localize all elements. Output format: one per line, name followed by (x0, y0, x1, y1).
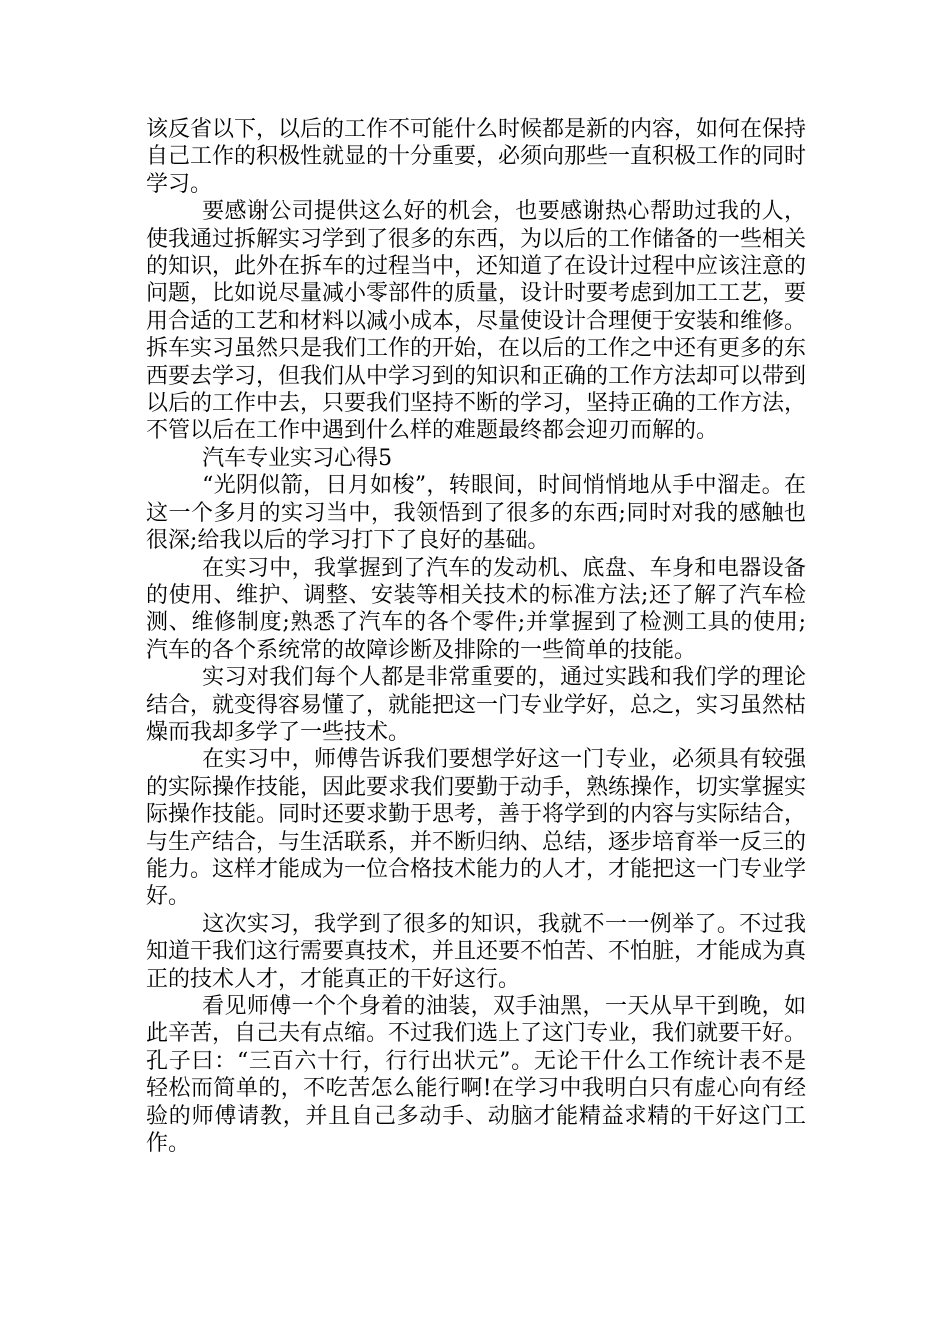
section-heading: 汽车专业实习心得5 (202, 445, 393, 471)
paragraph-master-advice: 在实习中，师傅告诉我们要想学好这一门专业，必须具有较强的实际操作技能，因此要求我们要勤于动手，熟练操作，切实掌握实际操作技能。同时还要求勤于思考，善于将学到的内容与实际结合，与生产结合，与生活联系，并不断归纳、总结，逐步培育举一反三的能力。这样才能成为一位合格技术能力的人才，才能把这一门专业学好。 (146, 747, 807, 910)
paragraph-importance: 实习对我们每个人都是非常重要的，通过实践和我们学的理论结合，就变得容易懂了，就能把这一门专业学好，总之，实习虽然枯燥而我却多学了一些技术。 (146, 665, 807, 745)
paragraph-skills: 在实习中，我掌握到了汽车的发动机、底盘、车身和电器设备的使用、维护、调整、安装等相关技术的标准方法;还了解了汽车检测、维修制度;熟悉了汽车的各个零件;并掌握到了检测工具的使用;汽车的各个系统常的故障诊断及排除的一些简单的技能。 (146, 555, 806, 663)
paragraph-hardship: 看见师傅一个个身着的油装，双手油黑，一天从早干到晚，如此辛苦，自己夫有点缩。不过我们选上了这门专业，我们就要干好。孔子曰：“三百六十行，行行出状元”。无论干什么工作统计表不是轻松而简单的，不吃苦怎么能行啊!在学习中我明白只有虚心向有经验的师傅请教，并且自己多动手、动脑才能精益求精的干好这门工作。 (146, 994, 807, 1157)
paragraph-continuation: 该反省以下，以后的工作不可能什么时候都是新的内容，如何在保持自己工作的积极性就显的十分重要，必须向那些一直积极工作的同时学习。 (146, 117, 807, 197)
paragraph-thanks: 要感谢公司提供这么好的机会，也要感谢热心帮助过我的人，使我通过拆解实习学到了很多的东西，为以后的工作储备的一些相关的知识，此外在拆车的过程当中，还知道了在设计过程中应该注意的问题，比如说尽量减小零部件的质量，设计时要考虑到加工工艺，要用合适的工艺和材料以减小成本，尽量使设计合理便于安装和维修。拆车实习虽然只是我们工作的开始，在以后的工作之中还有更多的东西要去学习，但我们从中学习到的知识和正确的工作方法却可以带到以后的工作中去，只要我们坚持不断的学习，坚持正确的工作方法，不管以后在工作中遇到什么样的难题最终都会迎刃而解的。 (146, 199, 807, 444)
document-page (146, 116, 806, 1157)
paragraph-intro: “光阴似箭，日月如梭”，转眼间，时间悄悄地从手中溜走。在这一个多月的实习当中，我领悟到了很多的东西;同时对我的感触也很深;给我以后的学习打下了良好的基础。 (146, 473, 806, 554)
paragraph-knowledge: 这次实习，我学到了很多的知识，我就不一一例举了。不过我知道干我们这行需要真技术，并且还要不怕苦、不怕脏，才能成为真正的技术人才，才能真正的干好这行。 (146, 911, 807, 992)
